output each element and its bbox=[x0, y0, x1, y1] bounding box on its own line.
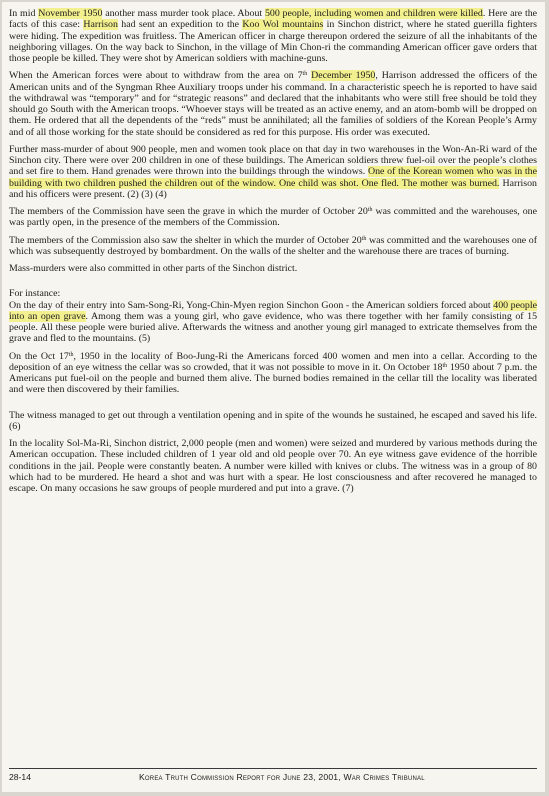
highlighted-text: One of the Korean women who was in the building with two children pushed the children out of the window. One child was shot. One fled. The mother was burned. bbox=[9, 166, 538, 189]
text-run: In the locality Sol-Ma-Ri, Sinchon district, 2,000 people (men and women) were seized and murdered by various methods during the American occupation. These included children of 1 year old and old people over 70. An eye witness gave evidence of the horrible conditions in the jail. People were constantly beaten. A number were killed with knives or clubs. The witness was in a group of 80 which had to be murdered. He heard a shot and was hurt with a spear. He lost consciousness and after recovered he managed to escape. On many occasions he saw groups of people murdered and put into a grave. (7) bbox=[9, 438, 537, 494]
highlighted-text: December 1950 bbox=[311, 70, 376, 82]
text-run: was committed and the warehouses, one was partly open, in the presence of the members of the Commission. bbox=[9, 206, 537, 229]
paragraph-8 bbox=[9, 351, 537, 396]
paragraph-9 bbox=[9, 410, 537, 433]
text-run: The witness managed to get out through a ventilation opening and in spite of the wounds he sustained, he escaped and saved his life. (6) bbox=[9, 409, 537, 432]
text-run: . Here are the facts of this case: bbox=[9, 8, 538, 31]
highlighted-text: 400 people into an open grave bbox=[9, 299, 537, 322]
paragraph-3 bbox=[9, 144, 537, 200]
paragraph-4 bbox=[9, 206, 537, 229]
text-run: On the Oct 17 bbox=[9, 350, 69, 362]
paragraph-7 bbox=[9, 288, 537, 344]
text-run: When the American forces were about to withdraw from the area on 7 bbox=[9, 70, 303, 82]
ordinal-suffix: th bbox=[442, 362, 448, 369]
text-run: had sent an expedition to the bbox=[117, 19, 243, 31]
ordinal-suffix: th bbox=[302, 71, 308, 78]
text-run: another mass murder took place. About bbox=[102, 8, 265, 19]
paragraph-gap bbox=[9, 402, 537, 410]
text-run: . Among them was a young girl, who gave evidence, who was there together with her family consisting of 15 people. All these people were buried alive. Afterwards the witness and another young girl managed to extricate themselves from the grave and fled to the mountains. (5) bbox=[9, 310, 538, 345]
text-run: 1950 about 7 p.m. the Americans put fuel-oil on the people and burned them alive. The burned bodies remained in the cellar till the locality was liberated and were then discovered by their families. bbox=[9, 361, 537, 396]
text-run: The members of the Commission also saw the shelter in which the murder of October 20 bbox=[9, 234, 362, 246]
paragraph-gap bbox=[9, 280, 537, 288]
page-footer bbox=[9, 768, 537, 782]
highlighted-text: Koo Wol mountains bbox=[242, 19, 324, 31]
text-run: Further mass-murder of about 900 people, men and women took place on that day in two warehouses in the Won-An-Ri ward of the Sinchon city. There were over 200 children in one of these buildings. The American soldiers threw fuel-oil over the people’s clothes and set fire to them. Hand grenades were thrown into the buildings through the windows. bbox=[9, 143, 537, 178]
ordinal-suffix: th bbox=[361, 235, 367, 242]
paragraph-6 bbox=[9, 263, 537, 274]
text-run: was committed and the warehouses one of which was subsequently destroyed by bombardment. On the walls of the shelter and the warehouse there are traces of burning. bbox=[9, 234, 538, 257]
text-run: in Sinchon district, where he stated guerilla fighters were hiding. The expedition was fruitless. The American officer in charge thereupon ordered the seizure of all the inhabitants of the neighboring villages. On the way back to Sinchon, in the village of Min Chon-ri the commanding American officer gave orders that those people be killed. They were shot by American soldiers with machine-guns. bbox=[9, 19, 537, 64]
report-title: Korea Truth Commission Report for June 23, 2001, War Crimes Tribunal bbox=[139, 772, 425, 782]
ordinal-suffix: th bbox=[68, 351, 74, 358]
text-run: For instance: On the day of their entry into Sam-Song-Ri, Yong-Chin-Myen region Sinchon Goon - the American soldiers forced about bbox=[9, 288, 494, 311]
text-run: , 1950 in the locality of Boo-Jung-Ri the Americans forced 400 women and men into a cellar. According to the deposition of an eye witness the cellar was so crowded, that it was not possible to move in it. On October 18 bbox=[9, 350, 537, 373]
ordinal-suffix: th bbox=[367, 207, 373, 213]
highlighted-text: November 1950 bbox=[38, 8, 103, 19]
text-run: Harrison and his officers were present. (2) (3) (4) bbox=[9, 177, 537, 200]
highlighted-text: 500 people, including women and children were killed bbox=[264, 8, 483, 19]
text-run: , Harrison addressed the officers of the American units and of the Syngman Rhee Auxiliary troops under his command. In a characteristic speech he is reported to have said the withdrawal was “temporary” and for “strategic reasons” and declared that the inhabitants who were still free should be told they should go South with the American troops. “Whoever stays will be treated as an active enemy, and an atom-bomb will be dropped on them. He ordered that all the dependents of the “reds” must be annihilated; all the families of soldiers of the Korean People’s Army and of all those working for the state should be considered as red for this purpose. His order was executed. bbox=[9, 70, 537, 138]
page-number: 28-14 bbox=[9, 772, 31, 782]
text-run: The members of the Commission have seen the grave in which the murder of October 20 bbox=[9, 206, 368, 217]
paragraph-1 bbox=[9, 8, 537, 64]
paragraph-5 bbox=[9, 235, 537, 258]
highlighted-text: Harrison bbox=[83, 19, 118, 31]
document-page bbox=[2, 2, 545, 792]
paragraph-2 bbox=[9, 70, 537, 138]
document-body bbox=[9, 8, 537, 494]
paragraph-10 bbox=[9, 438, 537, 494]
text-run: Mass-murders were also committed in other parts of the Sinchon district. bbox=[9, 263, 298, 274]
text-run: In mid bbox=[9, 8, 39, 19]
